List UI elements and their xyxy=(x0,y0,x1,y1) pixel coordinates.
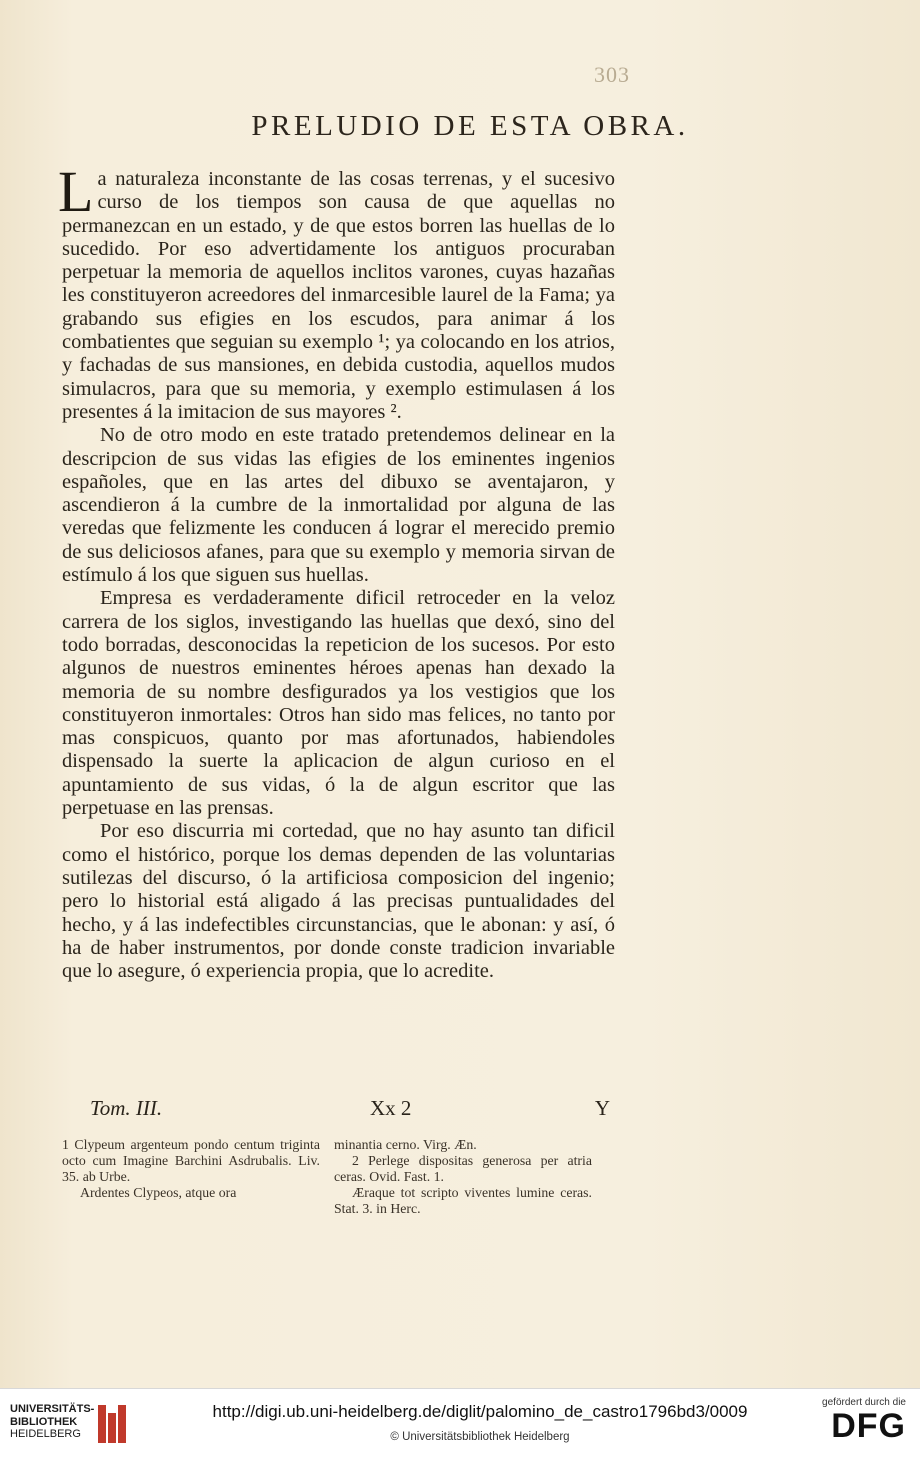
library-name-line3: HEIDELBERG xyxy=(10,1428,81,1440)
catchword: Y xyxy=(594,1096,610,1120)
signature-mark: Xx 2 xyxy=(370,1096,412,1120)
footnotes-left-column xyxy=(62,1137,320,1201)
footnote-1: 1 Clypeum argenteum pondo centum triginta octo cum Imagine Barchini Asdrubalis. Liv. 35. ab Urbe. xyxy=(62,1137,320,1184)
volume-label: Tom. III. xyxy=(90,1096,163,1120)
paragraph-1 xyxy=(58,159,615,424)
dfg-logo[interactable]: DFG xyxy=(831,1407,906,1445)
viewer-footer xyxy=(0,1388,920,1458)
footnote-2-quote: Æraque tot scripto viventes lumine ceras. Stat. 3. in Herc. xyxy=(334,1185,592,1216)
footnote-1-quote-cont: minantia cerno. Virg. Æn. xyxy=(334,1137,477,1152)
drop-cap: L xyxy=(58,159,94,224)
paragraph-4: Por eso discurria mi cortedad, que no hay asunto tan dificil como el histórico, porque los demas dependen de las voluntarias sutilezas del discurso, ó la artificiosa composicion del ingenio; pero lo historial está aligado á las precisas puntualidades del hecho, y á las indefectibles circunstancias, que le abonan: y así, ó ha de haber instrumentos, por donde conste tradicion invariable que lo asegure, ó experiencia propia, que lo acredite. xyxy=(62,820,615,983)
paragraph-1-text: a naturaleza inconstante de las cosas terrenas, y el sucesivo curso de los tiempos son causa de que aquellas no permanezcan en un estado, y de que estos borren las huellas de lo sucedido. Por eso advertidamente los antiguos procuraban perpetuar la memoria de aquellos inclitos varones, cuyas hazañas les constituyeron acreedores del inmarcesible laurel de la Fama; ya grabando sus efigies en los escudos, para animar á los combatientes que seguian su exemplo ¹; ya colocando en los atrios, y fachadas de sus mansiones, en debida custodia, aquellos mudos simulacros, para que su memoria, y exemplo estimulasen á los presentes á la imitacion de sus mayores ². xyxy=(62,168,615,423)
footnote-2: 2 Perlege dispositas generosa per atria ceras. Ovid. Fast. 1. xyxy=(334,1153,592,1184)
library-name-line1: UNIVERSITÄTS- xyxy=(10,1403,95,1415)
footnote-1-quote: Ardentes Clypeos, atque ora xyxy=(80,1185,237,1200)
page-number-mark: 303 xyxy=(594,62,630,87)
copyright-notice: © Universitätsbibliothek Heidelberg xyxy=(390,1431,570,1443)
funder-label: gefördert durch die xyxy=(822,1397,906,1408)
body-text xyxy=(58,159,615,983)
document-url-link[interactable]: http://digi.ub.uni-heidelberg.de/diglit/palomino_de_castro1796bd3/0009 xyxy=(212,1402,748,1421)
library-name-line2: BIBLIOTHEK xyxy=(10,1415,78,1428)
paragraph-3: Empresa es verdaderamente dificil retroceder en la veloz carrera de los siglos, investigando las huellas que dexó, sino del todo borradas, desconocidas la repeticion de los sucesos. Por esto algunos de nuestros eminentes héroes apenas han dexado la memoria de su nombre desfigurados ya los vestigios que los constituyeron inmortales: Otros han sido mas felices, no tanto por mas conspicuos, quanto por mas afortunados, habiendoles dispensado la suerte la aplicacion de algun curioso en el apuntamiento de sus vidas, ó la de algun escritor que las perpetuase en las prensas. xyxy=(62,587,615,820)
footnotes-right-column xyxy=(334,1137,592,1217)
paragraph-2: No de otro modo en este tratado pretendemos delinear en la descripcion de sus vidas las efigies de los eminentes ingenios españoles, que en las artes del dibuxo se aventajaron, y ascendieron á la cumbre de la inmortalidad por alguna de las veredas que felizmente les conducen á lograr el merecido premio de sus deliciosos afanes, para que su exemplo y memoria sirvan de estímulo á los que siguen sus huellas. xyxy=(62,424,615,587)
page-title: PRELUDIO DE ESTA OBRA. xyxy=(251,110,689,142)
catchline xyxy=(90,1096,610,1124)
